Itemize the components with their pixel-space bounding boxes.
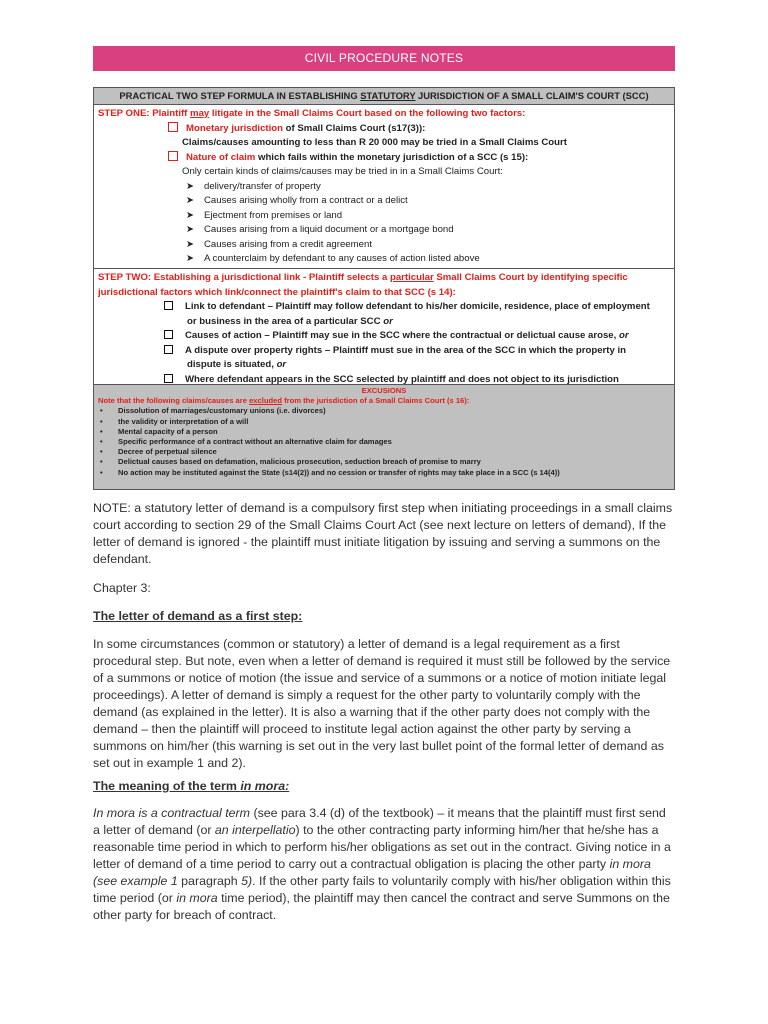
checkbox-icon bbox=[164, 345, 173, 354]
link-defendant bbox=[98, 300, 670, 315]
claim-item bbox=[98, 180, 670, 195]
step-one-title bbox=[98, 107, 670, 122]
jurisdiction-table bbox=[93, 87, 675, 490]
claim-item-text: A counterclaim by defendant to any causes of action listed above bbox=[204, 253, 480, 264]
step-one-section bbox=[94, 105, 674, 269]
factor-monetary-rest: of Small Claims Court (s17(3)): bbox=[283, 122, 426, 134]
para-seg: paragraph bbox=[177, 874, 242, 888]
exclusion-item: • Dissolution of marriages/customary unions (i.e. divorces) bbox=[98, 406, 670, 416]
step-two-title-line2: jurisdictional factors which link/connect the plaintiff's claim to that SCC (s 14): bbox=[98, 286, 456, 298]
para-seg: an interpellatio bbox=[214, 823, 296, 837]
property-dispute-cont-text: dispute is situated, bbox=[187, 359, 277, 370]
arrow-bullet-icon: ➤ bbox=[186, 253, 195, 264]
step-two-title-u: particular bbox=[389, 272, 434, 283]
step-two-title bbox=[98, 271, 670, 286]
header-text-underlined: STATUTORY bbox=[360, 90, 416, 101]
claim-item bbox=[98, 209, 670, 224]
heading-letter-of-demand bbox=[93, 608, 675, 625]
link-defendant-cont bbox=[98, 315, 670, 330]
exclusion-item: • Specific performance of a contract without an alternative claim for damages bbox=[98, 437, 670, 447]
heading-in-mora bbox=[93, 778, 675, 795]
heading-in-mora-i: in mora: bbox=[240, 779, 290, 793]
letter-of-demand-paragraph: In some circumstances (common or statutory) a letter of demand is a legal requirement as a first procedural step. But note, even when a letter of demand is required it must still be followed by the service of a summons or notice of motion (the issue and service of a summons or a notice of motion initiate legal proceedings). A letter of demand is simply a request for the other party to voluntarily comply with the demand (as explained in the letter). It is also a warning that if the other party does not comply with the demand – then the plaintiff will proceed to institute legal action against the other party by serving a summons on him/her (this warning is set out in the very last bullet point of the formal letter of demand as set out in example 1 and 2). bbox=[93, 637, 671, 770]
step-one-title-u: may bbox=[190, 108, 210, 119]
heading-in-mora-a: The meaning of the term bbox=[93, 779, 241, 793]
para-seg: ) to the other contracting party informing him/her that he/she has a reasonable time period in which to perform his/her obligations as set out in the contract. Giving notice in a letter of demand of a time period to carry out a contractual obligation is placing the other party bbox=[93, 823, 671, 871]
factor-nature bbox=[98, 151, 670, 166]
exclusions-section bbox=[94, 385, 674, 489]
or-text: or bbox=[383, 315, 393, 327]
exclusion-item: • No action may be instituted against the State (s14(2)) and no cession or transfer of rights may take place in a SCC (s 14(4)) bbox=[98, 468, 670, 478]
defendant-appears bbox=[98, 373, 670, 388]
arrow-bullet-icon: ➤ bbox=[186, 224, 195, 235]
factor-nature-rest: which fails within the monetary jurisdiction of a SCC (s 15): bbox=[255, 151, 529, 163]
defendant-appears-text: Where defendant appears in the SCC selected by plaintiff and does not object to its jurisdiction bbox=[185, 373, 619, 385]
step-two-title-b: Small Claims Court by identifying specific bbox=[433, 272, 628, 283]
claim-item-text: Causes arising from a credit agreement bbox=[204, 238, 372, 250]
step-one-title-a: STEP ONE: Plaintiff bbox=[98, 108, 191, 119]
para-seg: time period), the plaintiff may then cancel the contract and serve Summons on the other party for breach of contract. bbox=[93, 891, 670, 922]
arrow-bullet-icon: ➤ bbox=[186, 180, 195, 192]
link-defendant-cont-text: or business in the area of a particular SCC bbox=[187, 315, 384, 327]
checkbox-icon bbox=[164, 330, 173, 339]
checkbox-icon bbox=[168, 151, 178, 161]
factor-nature-label: Nature of claim bbox=[186, 151, 256, 163]
para-seg: in mora (see example 1 bbox=[93, 857, 651, 888]
link-defendant-text: Link to defendant – Plaintiff may follow defendant to his/her domicile, residence, place of employment bbox=[185, 301, 650, 312]
para-seg: . If the other party fails to voluntarily comply with his/her obligation within this time period (or bbox=[93, 874, 671, 905]
exclusions-note-a: Note that the following claims/causes are bbox=[98, 396, 250, 406]
step-one-title-b: litigate in the Small Claims Court based on the following two factors: bbox=[209, 108, 526, 119]
or-text: or bbox=[276, 359, 287, 370]
property-dispute-text: A dispute over property rights – Plaintiff must sue in the area of the SCC in which the property in bbox=[185, 344, 627, 356]
header-text-b: JURISDICTION OF A SMALL CLAIM'S COURT (SCC) bbox=[415, 90, 649, 101]
para-seg: 5) bbox=[241, 874, 253, 888]
exclusions-note-u: excluded bbox=[249, 396, 282, 406]
claim-item-text: delivery/transfer of property bbox=[204, 180, 321, 192]
table-header bbox=[94, 88, 674, 105]
property-dispute-cont bbox=[98, 358, 670, 373]
property-dispute bbox=[98, 344, 670, 359]
claim-item bbox=[98, 223, 670, 238]
step-two-section bbox=[94, 269, 674, 385]
exclusion-item: • Decree of perpetual silence bbox=[98, 447, 670, 457]
exclusions-header: EXCUSIONS bbox=[361, 386, 407, 395]
claim-item-text: Causes arising from a liquid document or a mortgage bond bbox=[204, 224, 454, 235]
factor-monetary-detail: Claims/causes amounting to less than R 20 000 may be tried in a Small Claims Court bbox=[182, 137, 567, 148]
claim-item-text: Ejectment from premises or land bbox=[204, 209, 343, 221]
exclusions-note-b: from the jurisdiction of a Small Claims Court (s 16): bbox=[282, 396, 470, 406]
note-paragraph: NOTE: a statutory letter of demand is a compulsory first step when initiating proceedings in a small claims court according to section 29 of the Small Claims Court Act (see next lecture on letters of demand), If the letter of demand is ignored - the plaintiff must initiate litigation by issuing and serving a summons on the defendant. bbox=[93, 501, 673, 566]
checkbox-icon bbox=[164, 301, 173, 310]
in-mora-paragraph bbox=[93, 805, 675, 924]
page-banner: CIVIL PROCEDURE NOTES bbox=[93, 46, 675, 71]
checkbox-icon bbox=[164, 374, 173, 383]
exclusion-item: • the validity or interpretation of a will bbox=[98, 417, 670, 427]
factor-monetary bbox=[98, 122, 670, 137]
heading-letter-of-demand-text: The letter of demand as a first step: bbox=[93, 609, 303, 623]
arrow-bullet-icon: ➤ bbox=[186, 195, 195, 206]
claim-item bbox=[98, 194, 670, 209]
chapter-label: Chapter 3: bbox=[93, 581, 151, 595]
exclusion-item: • Mental capacity of a person bbox=[98, 427, 670, 437]
exclusions-list bbox=[98, 406, 670, 477]
exclusion-item: • Delictual causes based on defamation, malicious prosecution, seduction breach of promise to marry bbox=[98, 457, 670, 467]
exclusions-note bbox=[98, 396, 670, 406]
para-seg: in mora bbox=[176, 891, 218, 905]
claim-item bbox=[98, 238, 670, 253]
factor-monetary-label: Monetary jurisdiction bbox=[186, 122, 284, 134]
cause-of-action bbox=[98, 329, 670, 344]
factor-nature-detail: Only certain kinds of claims/causes may be tried in in a Small Claims Court: bbox=[182, 166, 503, 177]
header-text-a: PRACTICAL TWO STEP FORMULA IN ESTABLISHING bbox=[119, 90, 361, 101]
para-seg: In mora is a contractual term bbox=[93, 806, 251, 820]
claim-item bbox=[98, 252, 670, 267]
or-text: or bbox=[618, 330, 629, 341]
para-seg: (see para 3.4 (d) of the textbook) – it means that the plaintiff must first send a letter of demand (or bbox=[93, 806, 666, 837]
claim-item-text: Causes arising wholly from a contract or a delict bbox=[204, 195, 408, 206]
step-two-title-a: STEP TWO: Establishing a jurisdictional link - Plaintiff selects a bbox=[98, 272, 390, 283]
cause-of-action-text: Causes of action – Plaintiff may sue in the SCC where the contractual or delictual cause arose, bbox=[185, 330, 619, 341]
checkbox-icon bbox=[168, 122, 178, 132]
arrow-bullet-icon: ➤ bbox=[186, 209, 195, 221]
arrow-bullet-icon: ➤ bbox=[186, 238, 195, 250]
heading-in-mora-text bbox=[93, 779, 289, 793]
